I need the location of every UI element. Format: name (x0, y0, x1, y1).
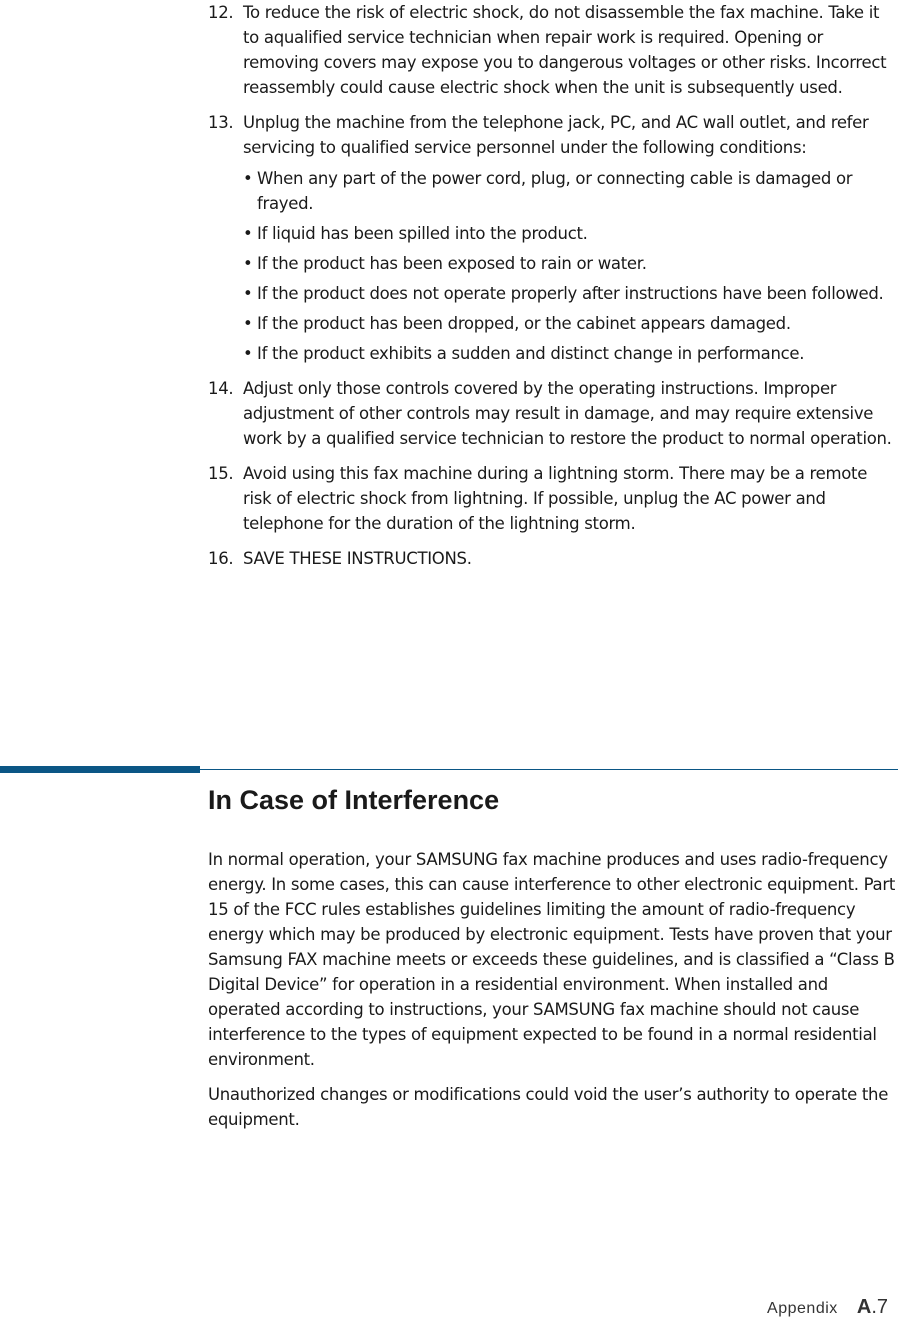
instruction-item (208, 110, 898, 366)
section-body (208, 847, 898, 1142)
section-divider-thin (200, 769, 898, 770)
section-title: In Case of Interference (208, 785, 500, 815)
safety-instructions-list (208, 0, 898, 581)
condition-item: • When any part of the power cord, plug, or connecting cable is damaged or frayed. (243, 166, 898, 216)
instruction-item (208, 546, 898, 571)
page-number-suffix: .7 (871, 1296, 888, 1318)
instruction-text: Unplug the machine from the telephone jack, PC, and AC wall outlet, and refer servicing to qualified service personnel under the following conditions: (243, 113, 869, 157)
instruction-item (208, 0, 898, 100)
instruction-text: Adjust only those controls covered by the operating instructions. Improper adjustment of other controls may result in damage, and may require extensive work by a qualified service technician to restore the product to normal operation. (243, 379, 892, 448)
condition-item: • If liquid has been spilled into the product. (243, 221, 898, 246)
condition-item: • If the product exhibits a sudden and distinct change in performance. (243, 341, 898, 366)
instruction-number: 13. (208, 113, 234, 132)
footer-label: Appendix (767, 1300, 838, 1317)
condition-item: • If the product has been dropped, or the cabinet appears damaged. (243, 311, 898, 336)
instruction-item (208, 376, 898, 451)
page-number (857, 1296, 888, 1318)
page-number-prefix: A (856, 1296, 872, 1318)
instruction-number: 12. (208, 3, 234, 22)
instruction-number: 14. (208, 379, 234, 398)
instruction-number: 15. (208, 464, 234, 483)
condition-item: • If the product does not operate properly after instructions have been followed. (243, 281, 898, 306)
instruction-item (208, 461, 898, 536)
instruction-text: To reduce the risk of electric shock, do not disassemble the fax machine. Take it to aqualified service technician when repair work is required. Opening or removing covers may expose you to dangerous voltages or other risks. Incorrect reassembly could cause electric shock when the unit is subsequently used. (243, 3, 887, 97)
instruction-text: Avoid using this fax machine during a lightning storm. There may be a remote risk of electric shock from lightning. If possible, unplug the AC power and telephone for the duration of the lightning storm. (243, 464, 868, 533)
instruction-number: 16. (208, 549, 234, 568)
section-paragraph: Unauthorized changes or modifications could void the user’s authority to operate the equipment. (208, 1085, 889, 1129)
instruction-text: SAVE THESE INSTRUCTIONS. (243, 549, 472, 568)
page-footer (767, 1296, 888, 1319)
section-paragraph: In normal operation, your SAMSUNG fax machine produces and uses radio-frequency energy. In some cases, this can cause interference to other electronic equipment. Part 15 of the FCC rules establishes guidelines limiting the amount of radio-frequency energy which may be produced by electronic equipment. Tests have proven that your Samsung FAX machine meets or exceeds these guidelines, and is classified a “Class B Digital Device” for operation in a residential environment. When installed and operated according to instructions, your SAMSUNG fax machine should not cause interference to the types of equipment expected to be found in a normal residential environment. (208, 850, 896, 1069)
condition-item: • If the product has been exposed to rain or water. (243, 251, 898, 276)
section-divider-thick (0, 766, 200, 773)
conditions-list (243, 166, 898, 366)
